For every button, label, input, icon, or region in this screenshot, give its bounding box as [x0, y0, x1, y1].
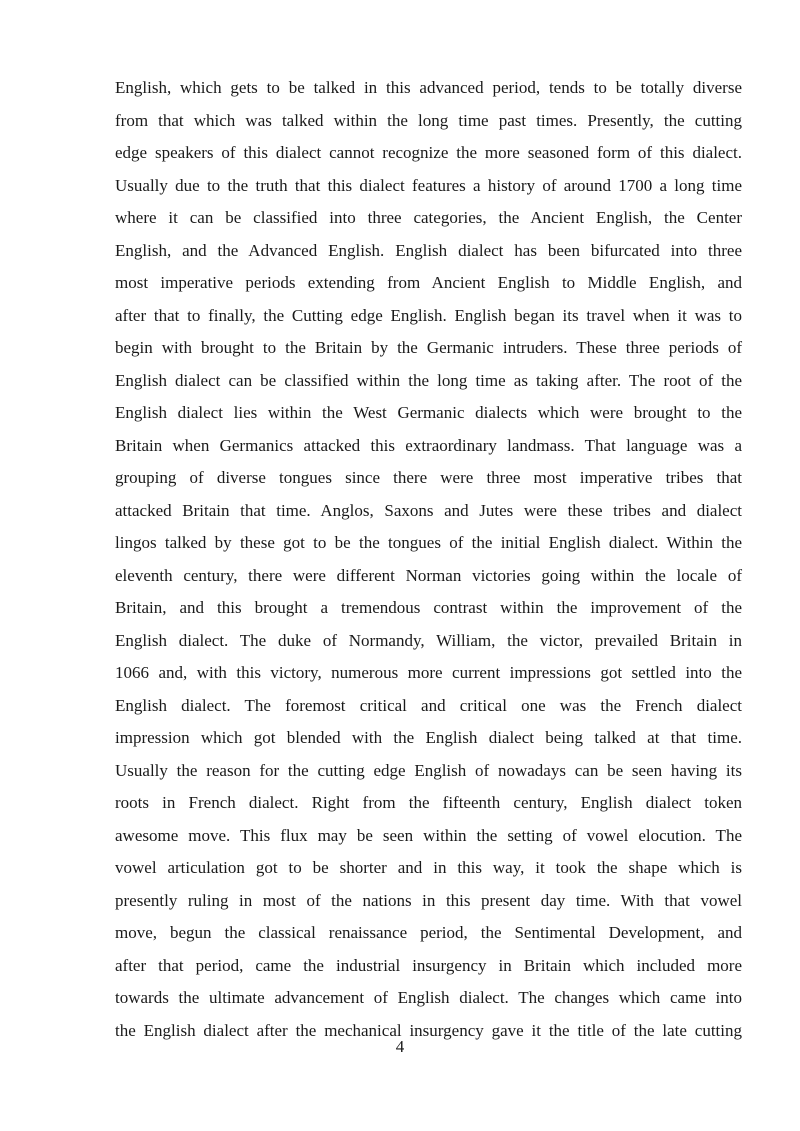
- text-line: impression which got blended with the English dialect being talked at that time.: [115, 728, 742, 747]
- text-line: English dialect. The duke of Normandy, William, the victor, prevailed Britain in: [115, 630, 742, 650]
- text-line: where it can be classified into three categories, the Ancient English, the Center: [115, 208, 742, 227]
- text-line: towards the ultimate advancement of English dialect. The changes which came into: [115, 988, 742, 1007]
- text-line: vowel articulation got to be shorter and in this way, it took the shape which is: [115, 858, 742, 877]
- body-paragraph: [115, 72, 742, 1047]
- text-line: English, and the Advanced English. English dialect has been bifurcated into three: [115, 240, 742, 260]
- text-line: Britain when Germanics attacked this extraordinary landmass. That language was a: [115, 435, 742, 455]
- text-line: English dialect. The foremost critical and critical one was the French dialect: [115, 695, 742, 715]
- text-line: English dialect can be classified within the long time as taking after. The root of the: [115, 370, 742, 390]
- text-line: awesome move. This flux may be seen within the setting of vowel elocution. The: [115, 825, 742, 845]
- text-line: English, which gets to be talked in this advanced period, tends to be totally diverse: [115, 78, 742, 97]
- text-line: from that which was talked within the long time past times. Presently, the cutting: [115, 110, 742, 130]
- text-line: most imperative periods extending from Ancient English to Middle English, and: [115, 273, 742, 292]
- text-line: after that to finally, the Cutting edge English. English began its travel when it was to: [115, 305, 742, 325]
- text-line: edge speakers of this dialect cannot recognize the more seasoned form of this dialect.: [115, 143, 742, 162]
- text-line: lingos talked by these got to be the tongues of the initial English dialect. Within the: [115, 533, 742, 552]
- text-line: begin with brought to the Britain by the Germanic intruders. These three periods of: [115, 338, 742, 357]
- text-line: 1066 and, with this victory, numerous more current impressions got settled into the: [115, 663, 742, 682]
- text-line: move, begun the classical renaissance period, the Sentimental Development, and: [115, 923, 742, 942]
- text-line: English dialect lies within the West Germanic dialects which were brought to the: [115, 403, 742, 422]
- text-line: Britain, and this brought a tremendous contrast within the improvement of the: [115, 598, 742, 617]
- text-line: eleventh century, there were different Norman victories going within the locale of: [115, 565, 742, 585]
- text-line: the English dialect after the mechanical insurgency gave it the title of the late cutting: [115, 1020, 742, 1040]
- text-line: roots in French dialect. Right from the fifteenth century, English dialect token: [115, 793, 742, 812]
- text-line: Usually due to the truth that this dialect features a history of around 1700 a long time: [115, 175, 742, 195]
- text-line: Usually the reason for the cutting edge English of nowadays can be seen having its: [115, 760, 742, 780]
- text-line: presently ruling in most of the nations in this present day time. With that vowel: [115, 890, 742, 910]
- text-line: after that period, came the industrial insurgency in Britain which included more: [115, 955, 742, 975]
- text-line: grouping of diverse tongues since there were three most imperative tribes that: [115, 468, 742, 487]
- text-line: attacked Britain that time. Anglos, Saxons and Jutes were these tribes and dialect: [115, 500, 742, 520]
- page-number: 4: [395, 1037, 405, 1056]
